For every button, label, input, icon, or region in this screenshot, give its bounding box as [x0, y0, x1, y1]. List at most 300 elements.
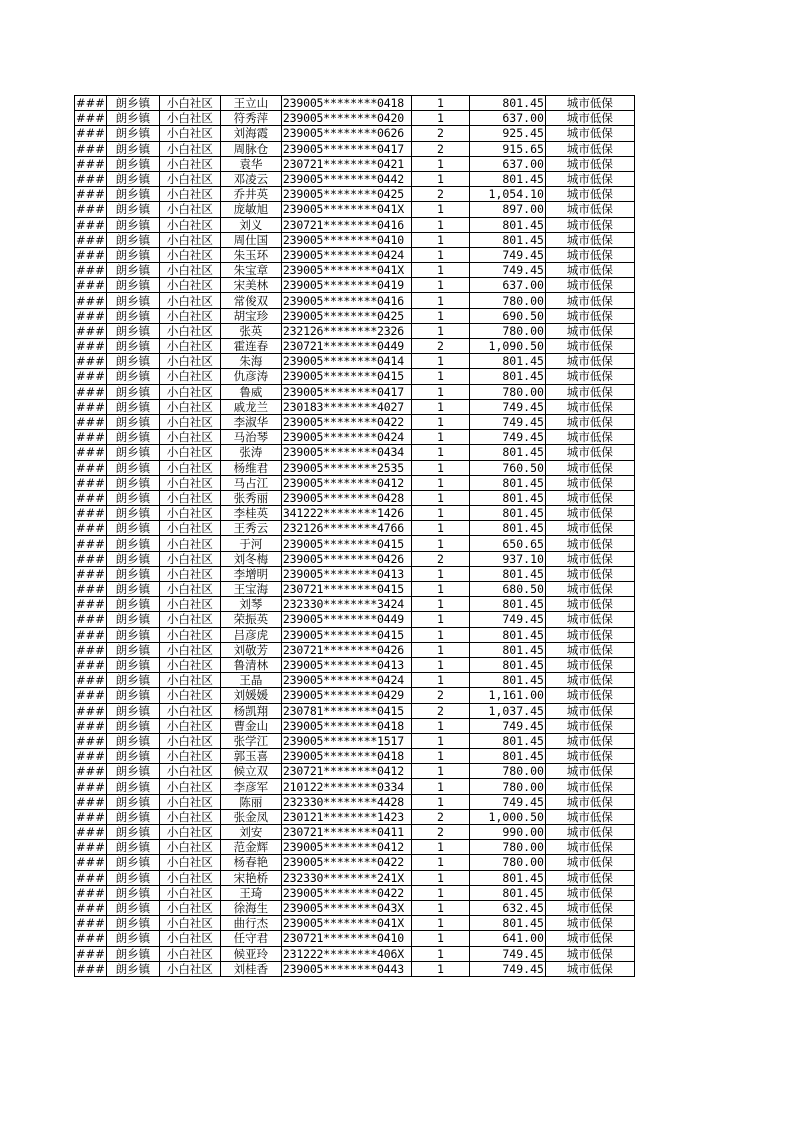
people-count-cell[interactable]: 1: [411, 247, 469, 262]
category-cell[interactable]: 城市低保: [545, 566, 634, 581]
community-cell[interactable]: 小白社区: [159, 551, 220, 566]
community-cell[interactable]: 小白社区: [159, 961, 220, 976]
id-number-cell[interactable]: 239005********0425: [281, 308, 411, 323]
name-cell[interactable]: 杨凯翔: [220, 703, 281, 718]
row-index-cell[interactable]: ###: [76, 96, 105, 111]
row-index-cell[interactable]: ###: [76, 521, 105, 536]
category-cell[interactable]: 城市低保: [545, 597, 634, 612]
row-index-cell[interactable]: ###: [76, 840, 105, 855]
category-cell[interactable]: 城市低保: [545, 855, 634, 870]
name-cell[interactable]: 李桂英: [220, 506, 281, 521]
id-number-cell[interactable]: 341222********1426: [281, 506, 411, 521]
id-number-cell[interactable]: 230721********0412: [281, 764, 411, 779]
people-count-cell[interactable]: 2: [411, 551, 469, 566]
id-number-cell[interactable]: 239005********0449: [281, 612, 411, 627]
town-cell[interactable]: 朗乡镇: [106, 688, 159, 703]
community-cell[interactable]: 小白社区: [159, 414, 220, 429]
town-cell[interactable]: 朗乡镇: [106, 187, 159, 202]
category-cell[interactable]: 城市低保: [545, 536, 634, 551]
amount-cell[interactable]: 801.45: [469, 490, 545, 505]
amount-cell[interactable]: 801.45: [469, 642, 545, 657]
name-cell[interactable]: 于河: [220, 536, 281, 551]
row-index-cell[interactable]: ###: [76, 885, 105, 900]
name-cell[interactable]: 刘冬梅: [220, 551, 281, 566]
id-number-cell[interactable]: 239005********0415: [281, 627, 411, 642]
town-cell[interactable]: 朗乡镇: [106, 323, 159, 338]
category-cell[interactable]: 城市低保: [545, 825, 634, 840]
people-count-cell[interactable]: 1: [411, 931, 469, 946]
community-cell[interactable]: 小白社区: [159, 749, 220, 764]
town-cell[interactable]: 朗乡镇: [106, 141, 159, 156]
category-cell[interactable]: 城市低保: [545, 460, 634, 475]
category-cell[interactable]: 城市低保: [545, 885, 634, 900]
category-cell[interactable]: 城市低保: [545, 232, 634, 247]
row-index-cell[interactable]: ###: [76, 946, 105, 961]
community-cell[interactable]: 小白社区: [159, 247, 220, 262]
category-cell[interactable]: 城市低保: [545, 354, 634, 369]
row-index-cell[interactable]: ###: [76, 430, 105, 445]
amount-cell[interactable]: 801.45: [469, 171, 545, 186]
amount-cell[interactable]: 749.45: [469, 399, 545, 414]
name-cell[interactable]: 朱宝章: [220, 263, 281, 278]
town-cell[interactable]: 朗乡镇: [106, 202, 159, 217]
row-index-cell[interactable]: ###: [76, 141, 105, 156]
community-cell[interactable]: 小白社区: [159, 141, 220, 156]
id-number-cell[interactable]: 239005********0415: [281, 536, 411, 551]
name-cell[interactable]: 常俊双: [220, 293, 281, 308]
amount-cell[interactable]: 749.45: [469, 961, 545, 976]
name-cell[interactable]: 杨春艳: [220, 855, 281, 870]
name-cell[interactable]: 马占江: [220, 475, 281, 490]
community-cell[interactable]: 小白社区: [159, 825, 220, 840]
town-cell[interactable]: 朗乡镇: [106, 825, 159, 840]
people-count-cell[interactable]: 1: [411, 96, 469, 111]
id-number-cell[interactable]: 239005********2535: [281, 460, 411, 475]
id-number-cell[interactable]: 239005********0412: [281, 475, 411, 490]
name-cell[interactable]: 候亚玲: [220, 946, 281, 961]
amount-cell[interactable]: 780.00: [469, 855, 545, 870]
town-cell[interactable]: 朗乡镇: [106, 870, 159, 885]
people-count-cell[interactable]: 1: [411, 718, 469, 733]
town-cell[interactable]: 朗乡镇: [106, 551, 159, 566]
name-cell[interactable]: 王宝海: [220, 582, 281, 597]
people-count-cell[interactable]: 1: [411, 627, 469, 642]
row-index-cell[interactable]: ###: [76, 415, 105, 430]
category-cell[interactable]: 城市低保: [545, 187, 634, 202]
name-cell[interactable]: 刘媛媛: [220, 688, 281, 703]
town-cell[interactable]: 朗乡镇: [106, 247, 159, 262]
category-cell[interactable]: 城市低保: [545, 582, 634, 597]
name-cell[interactable]: 鲁威: [220, 384, 281, 399]
town-cell[interactable]: 朗乡镇: [106, 703, 159, 718]
category-cell[interactable]: 城市低保: [545, 642, 634, 657]
id-number-cell[interactable]: 239005********041X: [281, 916, 411, 931]
row-index-cell[interactable]: ###: [76, 202, 105, 217]
name-cell[interactable]: 鲁清林: [220, 657, 281, 672]
amount-cell[interactable]: 749.45: [469, 718, 545, 733]
amount-cell[interactable]: 749.45: [469, 247, 545, 262]
category-cell[interactable]: 城市低保: [545, 308, 634, 323]
category-cell[interactable]: 城市低保: [545, 612, 634, 627]
category-cell[interactable]: 城市低保: [545, 506, 634, 521]
amount-cell[interactable]: 1,161.00: [469, 688, 545, 703]
people-count-cell[interactable]: 2: [411, 126, 469, 141]
row-index-cell[interactable]: ###: [76, 901, 105, 916]
community-cell[interactable]: 小白社区: [159, 232, 220, 247]
name-cell[interactable]: 胡宝珍: [220, 308, 281, 323]
name-cell[interactable]: 张金凤: [220, 809, 281, 824]
amount-cell[interactable]: 801.45: [469, 521, 545, 536]
community-cell[interactable]: 小白社区: [159, 612, 220, 627]
row-index-cell[interactable]: ###: [76, 612, 105, 627]
community-cell[interactable]: 小白社区: [159, 582, 220, 597]
category-cell[interactable]: 城市低保: [545, 961, 634, 976]
people-count-cell[interactable]: 1: [411, 521, 469, 536]
id-number-cell[interactable]: 230721********0411: [281, 825, 411, 840]
people-count-cell[interactable]: 1: [411, 840, 469, 855]
category-cell[interactable]: 城市低保: [545, 779, 634, 794]
name-cell[interactable]: 霍连春: [220, 339, 281, 354]
community-cell[interactable]: 小白社区: [159, 369, 220, 384]
community-cell[interactable]: 小白社区: [159, 460, 220, 475]
people-count-cell[interactable]: 1: [411, 308, 469, 323]
id-number-cell[interactable]: 239005********041X: [281, 202, 411, 217]
id-number-cell[interactable]: 239005********0413: [281, 657, 411, 672]
row-index-cell[interactable]: ###: [76, 931, 105, 946]
town-cell[interactable]: 朗乡镇: [106, 597, 159, 612]
town-cell[interactable]: 朗乡镇: [106, 809, 159, 824]
category-cell[interactable]: 城市低保: [545, 931, 634, 946]
town-cell[interactable]: 朗乡镇: [106, 490, 159, 505]
people-count-cell[interactable]: 1: [411, 460, 469, 475]
community-cell[interactable]: 小白社区: [159, 354, 220, 369]
people-count-cell[interactable]: 2: [411, 809, 469, 824]
community-cell[interactable]: 小白社区: [159, 657, 220, 672]
community-cell[interactable]: 小白社区: [159, 931, 220, 946]
name-cell[interactable]: 吕彦虎: [220, 627, 281, 642]
name-cell[interactable]: 候立双: [220, 764, 281, 779]
people-count-cell[interactable]: 1: [411, 870, 469, 885]
category-cell[interactable]: 城市低保: [545, 809, 634, 824]
town-cell[interactable]: 朗乡镇: [106, 217, 159, 232]
amount-cell[interactable]: 632.45: [469, 900, 545, 915]
people-count-cell[interactable]: 1: [411, 323, 469, 338]
community-cell[interactable]: 小白社区: [159, 627, 220, 642]
id-number-cell[interactable]: 230721********0449: [281, 339, 411, 354]
row-index-cell[interactable]: ###: [76, 627, 105, 642]
people-count-cell[interactable]: 1: [411, 293, 469, 308]
category-cell[interactable]: 城市低保: [545, 156, 634, 171]
id-number-cell[interactable]: 239005********0422: [281, 885, 411, 900]
id-number-cell[interactable]: 239005********0424: [281, 430, 411, 445]
people-count-cell[interactable]: 1: [411, 946, 469, 961]
town-cell[interactable]: 朗乡镇: [106, 749, 159, 764]
town-cell[interactable]: 朗乡镇: [106, 354, 159, 369]
name-cell[interactable]: 刘敬芳: [220, 642, 281, 657]
community-cell[interactable]: 小白社区: [159, 597, 220, 612]
town-cell[interactable]: 朗乡镇: [106, 384, 159, 399]
community-cell[interactable]: 小白社区: [159, 187, 220, 202]
community-cell[interactable]: 小白社区: [159, 566, 220, 581]
town-cell[interactable]: 朗乡镇: [106, 764, 159, 779]
town-cell[interactable]: 朗乡镇: [106, 885, 159, 900]
row-index-cell[interactable]: ###: [76, 308, 105, 323]
community-cell[interactable]: 小白社区: [159, 794, 220, 809]
category-cell[interactable]: 城市低保: [545, 794, 634, 809]
row-index-cell[interactable]: ###: [76, 961, 105, 976]
community-cell[interactable]: 小白社区: [159, 156, 220, 171]
id-number-cell[interactable]: 239005********0422: [281, 414, 411, 429]
name-cell[interactable]: 徐海生: [220, 900, 281, 915]
amount-cell[interactable]: 760.50: [469, 460, 545, 475]
people-count-cell[interactable]: 1: [411, 657, 469, 672]
town-cell[interactable]: 朗乡镇: [106, 642, 159, 657]
id-number-cell[interactable]: 239005********0416: [281, 293, 411, 308]
people-count-cell[interactable]: 2: [411, 688, 469, 703]
community-cell[interactable]: 小白社区: [159, 96, 220, 111]
community-cell[interactable]: 小白社区: [159, 855, 220, 870]
category-cell[interactable]: 城市低保: [545, 749, 634, 764]
row-index-cell[interactable]: ###: [76, 232, 105, 247]
name-cell[interactable]: 杨维君: [220, 460, 281, 475]
row-index-cell[interactable]: ###: [76, 369, 105, 384]
row-index-cell[interactable]: ###: [76, 399, 105, 414]
community-cell[interactable]: 小白社区: [159, 870, 220, 885]
row-index-cell[interactable]: ###: [76, 460, 105, 475]
town-cell[interactable]: 朗乡镇: [106, 460, 159, 475]
category-cell[interactable]: 城市低保: [545, 718, 634, 733]
amount-cell[interactable]: 801.45: [469, 566, 545, 581]
id-number-cell[interactable]: 231222********406X: [281, 946, 411, 961]
town-cell[interactable]: 朗乡镇: [106, 521, 159, 536]
id-number-cell[interactable]: 232330********241X: [281, 870, 411, 885]
amount-cell[interactable]: 897.00: [469, 202, 545, 217]
people-count-cell[interactable]: 2: [411, 339, 469, 354]
town-cell[interactable]: 朗乡镇: [106, 232, 159, 247]
row-index-cell[interactable]: ###: [76, 916, 105, 931]
category-cell[interactable]: 城市低保: [545, 521, 634, 536]
id-number-cell[interactable]: 232126********4766: [281, 521, 411, 536]
town-cell[interactable]: 朗乡镇: [106, 308, 159, 323]
name-cell[interactable]: 袁华: [220, 156, 281, 171]
name-cell[interactable]: 张涛: [220, 445, 281, 460]
town-cell[interactable]: 朗乡镇: [106, 278, 159, 293]
id-number-cell[interactable]: 239005********0429: [281, 688, 411, 703]
amount-cell[interactable]: 690.50: [469, 308, 545, 323]
people-count-cell[interactable]: 1: [411, 156, 469, 171]
id-number-cell[interactable]: 239005********0414: [281, 354, 411, 369]
amount-cell[interactable]: 801.45: [469, 475, 545, 490]
amount-cell[interactable]: 749.45: [469, 430, 545, 445]
amount-cell[interactable]: 801.45: [469, 916, 545, 931]
id-number-cell[interactable]: 239005********0410: [281, 232, 411, 247]
town-cell[interactable]: 朗乡镇: [106, 840, 159, 855]
people-count-cell[interactable]: 1: [411, 900, 469, 915]
name-cell[interactable]: 陈丽: [220, 794, 281, 809]
category-cell[interactable]: 城市低保: [545, 384, 634, 399]
amount-cell[interactable]: 801.45: [469, 885, 545, 900]
category-cell[interactable]: 城市低保: [545, 293, 634, 308]
community-cell[interactable]: 小白社区: [159, 521, 220, 536]
row-index-cell[interactable]: ###: [76, 111, 105, 126]
amount-cell[interactable]: 801.45: [469, 217, 545, 232]
community-cell[interactable]: 小白社区: [159, 885, 220, 900]
category-cell[interactable]: 城市低保: [545, 916, 634, 931]
community-cell[interactable]: 小白社区: [159, 323, 220, 338]
community-cell[interactable]: 小白社区: [159, 263, 220, 278]
community-cell[interactable]: 小白社区: [159, 688, 220, 703]
category-cell[interactable]: 城市低保: [545, 399, 634, 414]
town-cell[interactable]: 朗乡镇: [106, 399, 159, 414]
amount-cell[interactable]: 780.00: [469, 764, 545, 779]
people-count-cell[interactable]: 1: [411, 642, 469, 657]
id-number-cell[interactable]: 239005********0425: [281, 187, 411, 202]
category-cell[interactable]: 城市低保: [545, 414, 634, 429]
name-cell[interactable]: 仇彦涛: [220, 369, 281, 384]
id-number-cell[interactable]: 230721********0415: [281, 582, 411, 597]
row-index-cell[interactable]: ###: [76, 278, 105, 293]
amount-cell[interactable]: 1,090.50: [469, 339, 545, 354]
town-cell[interactable]: 朗乡镇: [106, 794, 159, 809]
id-number-cell[interactable]: 239005********0424: [281, 247, 411, 262]
name-cell[interactable]: 戚龙兰: [220, 399, 281, 414]
category-cell[interactable]: 城市低保: [545, 247, 634, 262]
id-number-cell[interactable]: 239005********0420: [281, 111, 411, 126]
category-cell[interactable]: 城市低保: [545, 657, 634, 672]
people-count-cell[interactable]: 1: [411, 916, 469, 931]
name-cell[interactable]: 王晶: [220, 673, 281, 688]
people-count-cell[interactable]: 2: [411, 703, 469, 718]
amount-cell[interactable]: 780.00: [469, 293, 545, 308]
amount-cell[interactable]: 749.45: [469, 946, 545, 961]
amount-cell[interactable]: 641.00: [469, 931, 545, 946]
name-cell[interactable]: 刘海霞: [220, 126, 281, 141]
town-cell[interactable]: 朗乡镇: [106, 733, 159, 748]
town-cell[interactable]: 朗乡镇: [106, 339, 159, 354]
category-cell[interactable]: 城市低保: [545, 870, 634, 885]
people-count-cell[interactable]: 1: [411, 111, 469, 126]
town-cell[interactable]: 朗乡镇: [106, 961, 159, 976]
community-cell[interactable]: 小白社区: [159, 840, 220, 855]
amount-cell[interactable]: 749.45: [469, 414, 545, 429]
people-count-cell[interactable]: 1: [411, 673, 469, 688]
row-index-cell[interactable]: ###: [76, 673, 105, 688]
name-cell[interactable]: 乔井英: [220, 187, 281, 202]
name-cell[interactable]: 曹金山: [220, 718, 281, 733]
row-index-cell[interactable]: ###: [76, 354, 105, 369]
name-cell[interactable]: 刘安: [220, 825, 281, 840]
category-cell[interactable]: 城市低保: [545, 900, 634, 915]
amount-cell[interactable]: 915.65: [469, 141, 545, 156]
people-count-cell[interactable]: 1: [411, 384, 469, 399]
name-cell[interactable]: 刘琴: [220, 597, 281, 612]
town-cell[interactable]: 朗乡镇: [106, 430, 159, 445]
row-index-cell[interactable]: ###: [76, 445, 105, 460]
community-cell[interactable]: 小白社区: [159, 916, 220, 931]
category-cell[interactable]: 城市低保: [545, 202, 634, 217]
amount-cell[interactable]: 801.45: [469, 597, 545, 612]
row-index-cell[interactable]: ###: [76, 506, 105, 521]
id-number-cell[interactable]: 230721********0421: [281, 156, 411, 171]
town-cell[interactable]: 朗乡镇: [106, 718, 159, 733]
id-number-cell[interactable]: 239005********0443: [281, 961, 411, 976]
row-index-cell[interactable]: ###: [76, 733, 105, 748]
town-cell[interactable]: 朗乡镇: [106, 855, 159, 870]
community-cell[interactable]: 小白社区: [159, 475, 220, 490]
community-cell[interactable]: 小白社区: [159, 642, 220, 657]
amount-cell[interactable]: 1,000.50: [469, 809, 545, 824]
category-cell[interactable]: 城市低保: [545, 339, 634, 354]
people-count-cell[interactable]: 1: [411, 961, 469, 976]
category-cell[interactable]: 城市低保: [545, 217, 634, 232]
amount-cell[interactable]: 990.00: [469, 825, 545, 840]
name-cell[interactable]: 荣振英: [220, 612, 281, 627]
amount-cell[interactable]: 780.00: [469, 323, 545, 338]
name-cell[interactable]: 张英: [220, 323, 281, 338]
community-cell[interactable]: 小白社区: [159, 718, 220, 733]
town-cell[interactable]: 朗乡镇: [106, 414, 159, 429]
id-number-cell[interactable]: 239005********0626: [281, 126, 411, 141]
town-cell[interactable]: 朗乡镇: [106, 475, 159, 490]
amount-cell[interactable]: 801.45: [469, 749, 545, 764]
category-cell[interactable]: 城市低保: [545, 764, 634, 779]
people-count-cell[interactable]: 1: [411, 445, 469, 460]
community-cell[interactable]: 小白社区: [159, 171, 220, 186]
category-cell[interactable]: 城市低保: [545, 733, 634, 748]
name-cell[interactable]: 符秀萍: [220, 111, 281, 126]
row-index-cell[interactable]: ###: [76, 703, 105, 718]
category-cell[interactable]: 城市低保: [545, 673, 634, 688]
name-cell[interactable]: 王琦: [220, 885, 281, 900]
community-cell[interactable]: 小白社区: [159, 202, 220, 217]
row-index-cell[interactable]: ###: [76, 718, 105, 733]
community-cell[interactable]: 小白社区: [159, 536, 220, 551]
row-index-cell[interactable]: ###: [76, 582, 105, 597]
name-cell[interactable]: 朱海: [220, 354, 281, 369]
town-cell[interactable]: 朗乡镇: [106, 293, 159, 308]
town-cell[interactable]: 朗乡镇: [106, 111, 159, 126]
row-index-cell[interactable]: ###: [76, 642, 105, 657]
people-count-cell[interactable]: 1: [411, 278, 469, 293]
people-count-cell[interactable]: 1: [411, 202, 469, 217]
name-cell[interactable]: 刘义: [220, 217, 281, 232]
town-cell[interactable]: 朗乡镇: [106, 156, 159, 171]
town-cell[interactable]: 朗乡镇: [106, 369, 159, 384]
people-count-cell[interactable]: 2: [411, 825, 469, 840]
town-cell[interactable]: 朗乡镇: [106, 445, 159, 460]
category-cell[interactable]: 城市低保: [545, 627, 634, 642]
category-cell[interactable]: 城市低保: [545, 475, 634, 490]
people-count-cell[interactable]: 1: [411, 733, 469, 748]
people-count-cell[interactable]: 1: [411, 597, 469, 612]
amount-cell[interactable]: 780.00: [469, 779, 545, 794]
row-index-cell[interactable]: ###: [76, 809, 105, 824]
id-number-cell[interactable]: 230183********4027: [281, 399, 411, 414]
name-cell[interactable]: 张秀丽: [220, 490, 281, 505]
id-number-cell[interactable]: 239005********0424: [281, 673, 411, 688]
category-cell[interactable]: 城市低保: [545, 490, 634, 505]
category-cell[interactable]: 城市低保: [545, 946, 634, 961]
row-index-cell[interactable]: ###: [76, 658, 105, 673]
category-cell[interactable]: 城市低保: [545, 141, 634, 156]
amount-cell[interactable]: 637.00: [469, 111, 545, 126]
people-count-cell[interactable]: 2: [411, 187, 469, 202]
id-number-cell[interactable]: 230721********0416: [281, 217, 411, 232]
people-count-cell[interactable]: 1: [411, 582, 469, 597]
town-cell[interactable]: 朗乡镇: [106, 900, 159, 915]
category-cell[interactable]: 城市低保: [545, 840, 634, 855]
amount-cell[interactable]: 801.45: [469, 627, 545, 642]
